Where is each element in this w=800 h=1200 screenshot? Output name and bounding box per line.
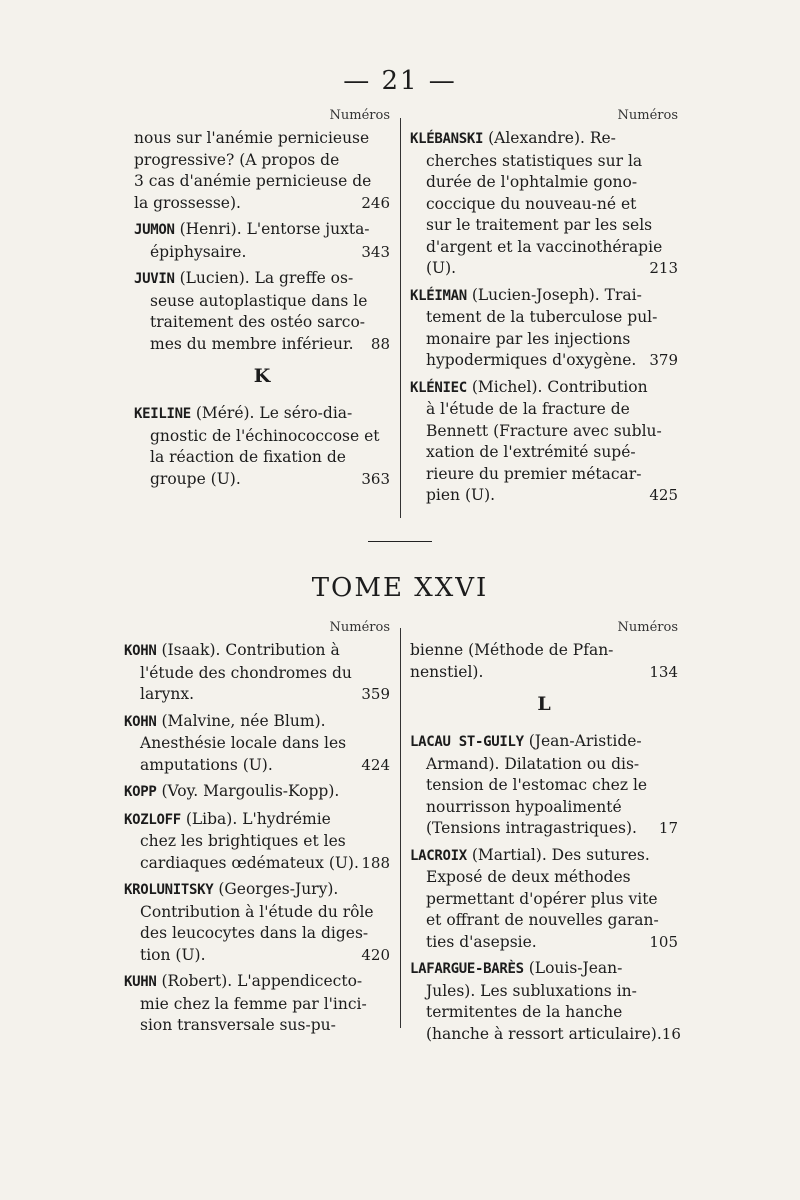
- entry-first-line: [410, 958, 678, 981]
- entry-line: traitement des ostéo sarco-: [150, 313, 366, 331]
- entry-first-line: [134, 219, 390, 242]
- entry-first-line: [410, 128, 678, 151]
- column-header: Numéros: [617, 620, 678, 635]
- entry-line: Exposé de deux méthodes: [426, 868, 631, 886]
- author-name: KOPP: [124, 784, 157, 800]
- entry-text: (Alexandre). Re-: [483, 129, 616, 147]
- index-entry: [410, 640, 678, 683]
- entry-line: Bennett (Fracture avec sublu-: [426, 421, 662, 440]
- author-name: KROLUNITSKY: [124, 882, 214, 898]
- entry-line: 3 cas d'anémie pernicieuse de: [134, 172, 372, 190]
- thesis-number: 88: [370, 334, 390, 353]
- index-entry: [124, 879, 390, 966]
- entry-text: (Michel). Contribution: [466, 377, 648, 396]
- index-entry: [124, 809, 390, 875]
- author-name: JUMON: [134, 222, 175, 238]
- entry-text: la grossesse).: [134, 193, 241, 212]
- entry-first-line: [134, 268, 390, 291]
- entry-line: gnostic de l'échinococcose et: [150, 426, 380, 445]
- entry-text: (hanche à ressort articulaire).: [426, 1024, 662, 1043]
- entry-line: Anesthésie locale dans les: [140, 734, 347, 752]
- entry-last-line: [134, 469, 390, 491]
- entry-line: tension de l'estomac chez le: [426, 776, 648, 794]
- index-entry: [124, 711, 390, 777]
- entry-text: (Robert). L'appendicecto-: [156, 972, 363, 990]
- entry-line: et offrant de nouvelles garan-: [426, 911, 659, 929]
- index-entry: [410, 377, 678, 507]
- thesis-number: 213: [649, 259, 678, 277]
- entry-first-line: [410, 377, 678, 400]
- thesis-number: 424: [361, 755, 390, 774]
- entry-text: nenstiel).: [410, 662, 484, 681]
- bottom-right-column: [410, 620, 681, 1050]
- entry-first-line: [410, 845, 678, 868]
- index-entry: [410, 731, 678, 840]
- entry-text: épiphysaire.: [150, 242, 247, 261]
- entry-first-line: [124, 879, 390, 902]
- entry-first-line: [410, 731, 678, 754]
- top-left-column: [134, 108, 390, 495]
- author-name: KOZLOFF: [124, 811, 181, 828]
- entry-text: (Martial). Des sutures.: [466, 845, 650, 864]
- bottom-left-column: [124, 620, 390, 1042]
- entry-first-line: [124, 809, 390, 832]
- thesis-number: 425: [649, 486, 678, 504]
- entry-line: durée de l'ophtalmie gono-: [426, 173, 638, 191]
- entry-last-line: [410, 485, 678, 507]
- thesis-number: 188: [361, 853, 390, 872]
- entry-line: termitentes de la hanche: [426, 1003, 623, 1021]
- entry-text: mes du membre inférieur.: [150, 334, 354, 353]
- entry-line: d'argent et la vaccinothérapie: [426, 237, 663, 256]
- entry-line: chez les brightiques et les: [140, 832, 346, 850]
- entry-first-line: [124, 711, 390, 734]
- entry-last-line: [410, 350, 678, 372]
- entry-line: Contribution à l'étude du rôle: [140, 902, 374, 921]
- entry-line: Armand). Dilatation ou dis-: [426, 754, 640, 773]
- index-entry: [124, 781, 390, 804]
- entry-line: la réaction de fixation de: [150, 448, 346, 466]
- thesis-number: 379: [649, 351, 678, 369]
- page-number: — 21 —: [343, 66, 457, 96]
- entry-line: permettant d'opérer plus vite: [426, 889, 658, 908]
- entry-text: pien (U).: [426, 486, 496, 504]
- entry-text: (Liba). L'hydrémie: [180, 809, 331, 828]
- thesis-number: 246: [361, 193, 390, 212]
- column-header: Numéros: [329, 108, 390, 123]
- entry-line: Jules). Les subluxations in-: [426, 981, 637, 1000]
- entry-text: tion (U).: [140, 945, 206, 964]
- entry-text: (Malvine, née Blum).: [156, 711, 326, 730]
- entry-last-line: [410, 662, 678, 684]
- index-entry: [124, 640, 390, 706]
- entry-last-line: [134, 334, 390, 356]
- column-header: Numéros: [617, 108, 678, 123]
- entry-text: (Isaak). Contribution à: [156, 641, 340, 659]
- section-letter: K: [253, 365, 271, 387]
- entry-line: coccique du nouveau-né et: [426, 194, 637, 213]
- entry-last-line: [124, 684, 390, 706]
- entry-line: cherches statistiques sur la: [426, 151, 643, 170]
- entry-text: (Lucien). La greffe os-: [174, 269, 354, 287]
- column-divider: [400, 118, 401, 518]
- entry-text: (Méré). Le séro-dia-: [190, 404, 353, 422]
- entry-line: progressive? (A propos de: [134, 150, 340, 169]
- section-letter: L: [537, 693, 551, 715]
- entry-line: nous sur l'anémie pernicieuse: [134, 129, 370, 147]
- entry-line: seuse autoplastique dans le: [150, 291, 368, 310]
- entry-first-line: [134, 403, 390, 426]
- entry-text: ties d'asepsie.: [426, 932, 537, 951]
- author-name: KUHN: [124, 974, 157, 990]
- entry-first-line: [410, 285, 678, 308]
- separator-rule: [368, 541, 432, 542]
- entry-text: groupe (U).: [150, 469, 241, 488]
- entry-text: cardiaques œdémateux (U).: [140, 853, 359, 872]
- entry-first-line: [124, 971, 390, 994]
- thesis-number: 16: [661, 1024, 681, 1043]
- entry-last-line: [124, 945, 390, 967]
- thesis-number: 359: [361, 685, 390, 703]
- column-divider: [400, 628, 401, 1028]
- author-name: KOHN: [124, 713, 157, 730]
- entry-text: hypodermiques d'oxygène.: [426, 351, 637, 369]
- author-name: KLÉBANSKI: [410, 131, 484, 147]
- index-entry: [410, 128, 678, 280]
- entry-text: (Tensions intragastriques).: [426, 819, 637, 837]
- entry-last-line: [134, 193, 390, 215]
- entry-line: xation de l'extrémité supé-: [426, 443, 636, 461]
- author-name: KOHN: [124, 643, 157, 659]
- author-name: JUVIN: [134, 271, 175, 287]
- entry-line: à l'étude de la fracture de: [426, 400, 630, 418]
- thesis-number: 363: [361, 469, 390, 488]
- entry-line: bienne (Méthode de Pfan-: [410, 641, 614, 659]
- index-entry: [134, 403, 390, 490]
- author-name: KLÉIMAN: [410, 287, 467, 304]
- author-name: LACROIX: [410, 847, 467, 864]
- top-right-column: [410, 108, 678, 512]
- index-entry: [124, 971, 390, 1037]
- entry-text: (Henri). L'entorse juxta-: [174, 220, 370, 238]
- thesis-number: 17: [658, 819, 678, 837]
- entry-first-line: [124, 781, 390, 804]
- index-entry: [134, 128, 390, 214]
- index-entry: [410, 958, 681, 1045]
- entry-text: amputations (U).: [140, 755, 273, 774]
- entry-last-line: [134, 242, 390, 264]
- thesis-number: 134: [649, 662, 678, 681]
- column-header: Numéros: [329, 620, 390, 635]
- entry-first-line: [124, 640, 390, 663]
- entry-text: (Georges-Jury).: [213, 880, 339, 898]
- entry-line: monaire par les injections: [426, 329, 631, 348]
- entry-text: larynx.: [140, 685, 195, 703]
- index-entry: [134, 219, 390, 263]
- entry-line: tement de la tuberculose pul-: [426, 308, 658, 326]
- entry-text: (Lucien-Joseph). Trai-: [466, 285, 642, 304]
- entry-text: (Jean-Aristide-: [523, 732, 642, 750]
- author-name: LAFARGUE-BARÈS: [410, 961, 524, 977]
- entry-text: (Louis-Jean-: [523, 959, 623, 977]
- entry-last-line: [410, 932, 678, 954]
- entry-last-line: [410, 258, 678, 280]
- entry-last-line: [124, 853, 390, 875]
- entry-last-line: [410, 818, 678, 840]
- entry-last-line: [124, 755, 390, 777]
- index-entry: [134, 268, 390, 355]
- author-name: LACAU ST-GUILY: [410, 734, 524, 750]
- tome-title: TOME XXVI: [311, 573, 489, 603]
- thesis-number: 420: [361, 945, 390, 964]
- entry-line: nourrisson hypoalimenté: [426, 797, 622, 816]
- entry-line: sur le traitement par les sels: [426, 216, 653, 234]
- entry-line: rieure du premier métacar-: [426, 464, 642, 483]
- author-name: KEILINE: [134, 406, 191, 422]
- thesis-number: 105: [649, 932, 678, 951]
- entry-text: (U).: [426, 259, 457, 277]
- entry-line: l'étude des chondromes du: [140, 663, 352, 682]
- entry-line: mie chez la femme par l'inci-: [140, 994, 367, 1013]
- entry-text: (Voy. Margoulis-Kopp).: [156, 782, 340, 800]
- index-entry: [410, 285, 678, 372]
- index-entry: [410, 845, 678, 954]
- entry-last-line: [410, 1024, 681, 1046]
- thesis-number: 343: [361, 242, 390, 261]
- entry-line: sion transversale sus-pu-: [140, 1016, 336, 1034]
- entry-line: des leucocytes dans la diges-: [140, 924, 369, 942]
- author-name: KLÉNIEC: [410, 379, 467, 396]
